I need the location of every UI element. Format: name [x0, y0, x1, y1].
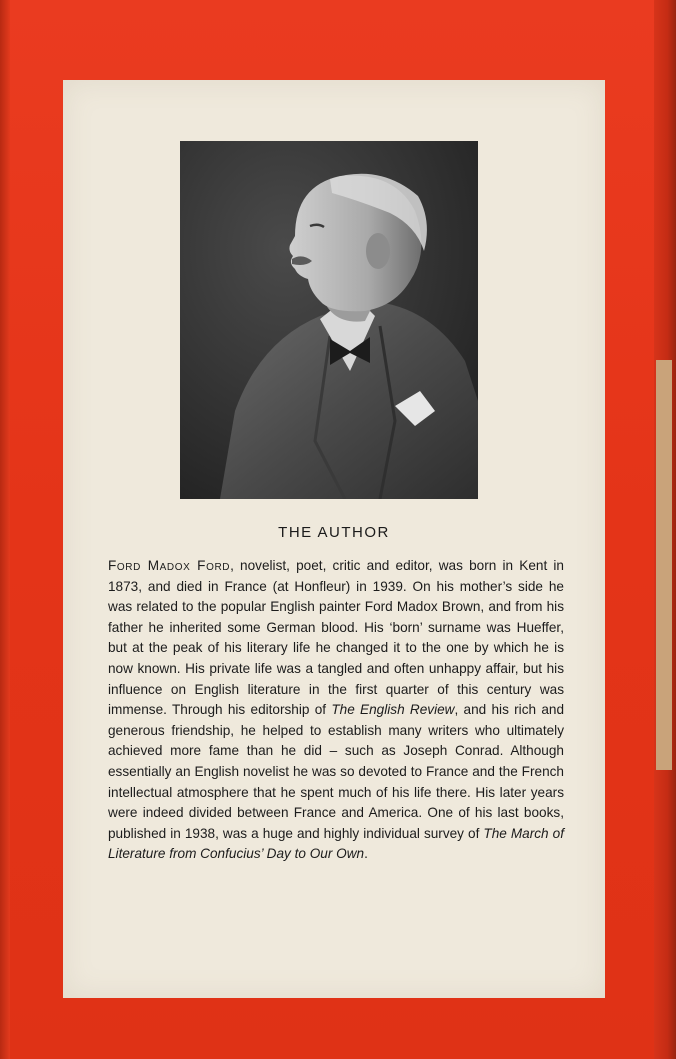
section-heading: THE AUTHOR	[278, 524, 390, 541]
book-title-march-of-literature: The March of Literature from Confucius’ Day to Our Own	[108, 825, 564, 862]
book-title-english-review: The English Review	[331, 702, 455, 718]
bio-text-part-2: , and his rich and generous friendship, he helped to establish many writers who ultimately achieved more fame than he did – such as Joseph Conrad. Although essentially an English novelist he was so devoted to France and the French intellectual atmosphere that he spent much of his life there. His later years were indeed divided between France and America. One of his last books, published in 1938, was a huge and highly individual survey of	[108, 702, 564, 841]
bio-text-part-3: .	[364, 846, 368, 862]
cover-left-edge	[0, 0, 10, 1059]
portrait-illustration	[180, 141, 478, 499]
bio-text-part-1: , novelist, poet, critic and editor, was born in Kent in 1873, and died in France (at Honfleur) in 1939. On his mother’s side he was related to the popular English painter Ford Madox Brown, and from his father he inherited some German blood. His ‘born’ surname was Hueffer, but at the peak of his literary life he changed it to the one by which he is now known. His private life was a tangled and often unhappy affair, but his influence on English literature in the first quarter of this century was immense. Through his editorship of	[108, 558, 564, 718]
author-portrait-photo	[180, 141, 478, 499]
author-name: Ford Madox Ford	[108, 558, 231, 573]
author-biography	[108, 556, 564, 865]
spine-label-strip	[656, 360, 672, 770]
